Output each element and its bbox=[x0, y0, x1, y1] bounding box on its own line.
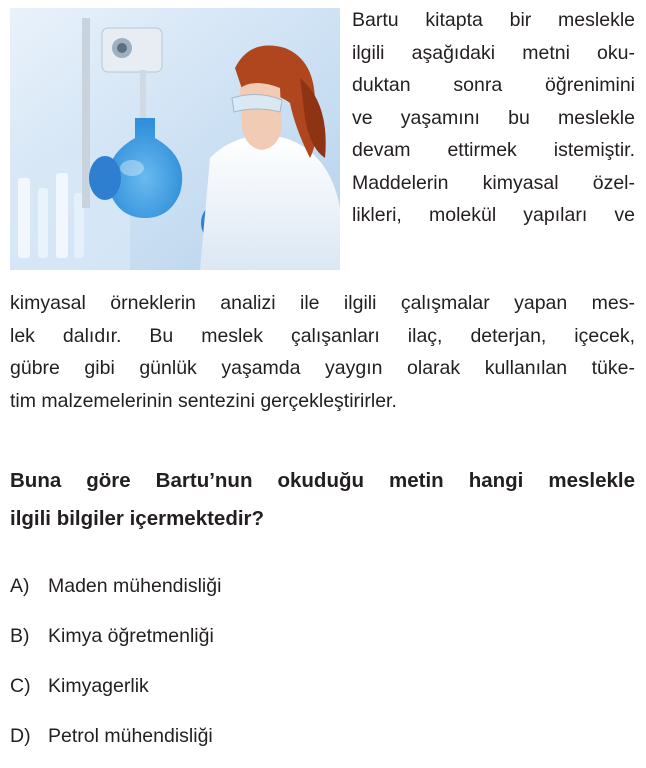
option-b[interactable] bbox=[10, 618, 610, 668]
text-line: duktan sonra öğrenimini bbox=[352, 74, 635, 96]
option-a[interactable] bbox=[10, 568, 610, 618]
question-text bbox=[10, 462, 635, 538]
text-line: kimyasal örneklerin analizi ile ilgili çalışmalar yapan mes- bbox=[10, 292, 635, 314]
text-line: Bartu kitapta bir meslekle bbox=[352, 9, 635, 31]
question-line: Buna göre Bartu’nun okuduğu metin hangi meslekle bbox=[10, 469, 635, 492]
text-line: gübre gibi günlük yaşamda yaygın olarak kullanılan tüke- bbox=[10, 357, 635, 379]
text-line: tim malzemelerinin sentezini gerçekleştirirler. bbox=[10, 389, 397, 412]
text-line: ve yaşamını bu meslekle bbox=[352, 106, 635, 129]
text-line: ilgili aşağıdaki metni oku- bbox=[352, 41, 635, 64]
answer-options bbox=[10, 568, 610, 768]
option-letter: D) bbox=[10, 725, 31, 747]
option-letter: B) bbox=[10, 625, 30, 647]
intro-paragraph-side bbox=[352, 4, 635, 232]
option-letter: A) bbox=[10, 575, 30, 597]
option-text: Kimyagerlik bbox=[48, 675, 149, 697]
text-line: lek dalıdır. Bu meslek çalışanları ilaç, deterjan, içecek, bbox=[10, 324, 635, 347]
option-text: Kimya öğretmenliği bbox=[48, 625, 214, 647]
option-c[interactable] bbox=[10, 668, 610, 718]
option-d[interactable] bbox=[10, 718, 610, 768]
text-line: Maddelerin kimyasal özel- bbox=[352, 171, 635, 194]
option-text: Maden mühendisliği bbox=[48, 575, 222, 597]
lab-photo bbox=[10, 8, 340, 270]
option-letter: C) bbox=[10, 675, 31, 697]
intro-paragraph-full bbox=[10, 287, 635, 417]
option-text: Petrol mühendisliği bbox=[48, 725, 213, 747]
question-line: ilgili bilgiler içermektedir? bbox=[10, 507, 265, 530]
text-line: devam ettirmek istemiştir. bbox=[352, 139, 635, 161]
laboratory-scientist-icon bbox=[10, 8, 340, 270]
text-line: likleri, molekül yapıları ve bbox=[352, 204, 635, 226]
